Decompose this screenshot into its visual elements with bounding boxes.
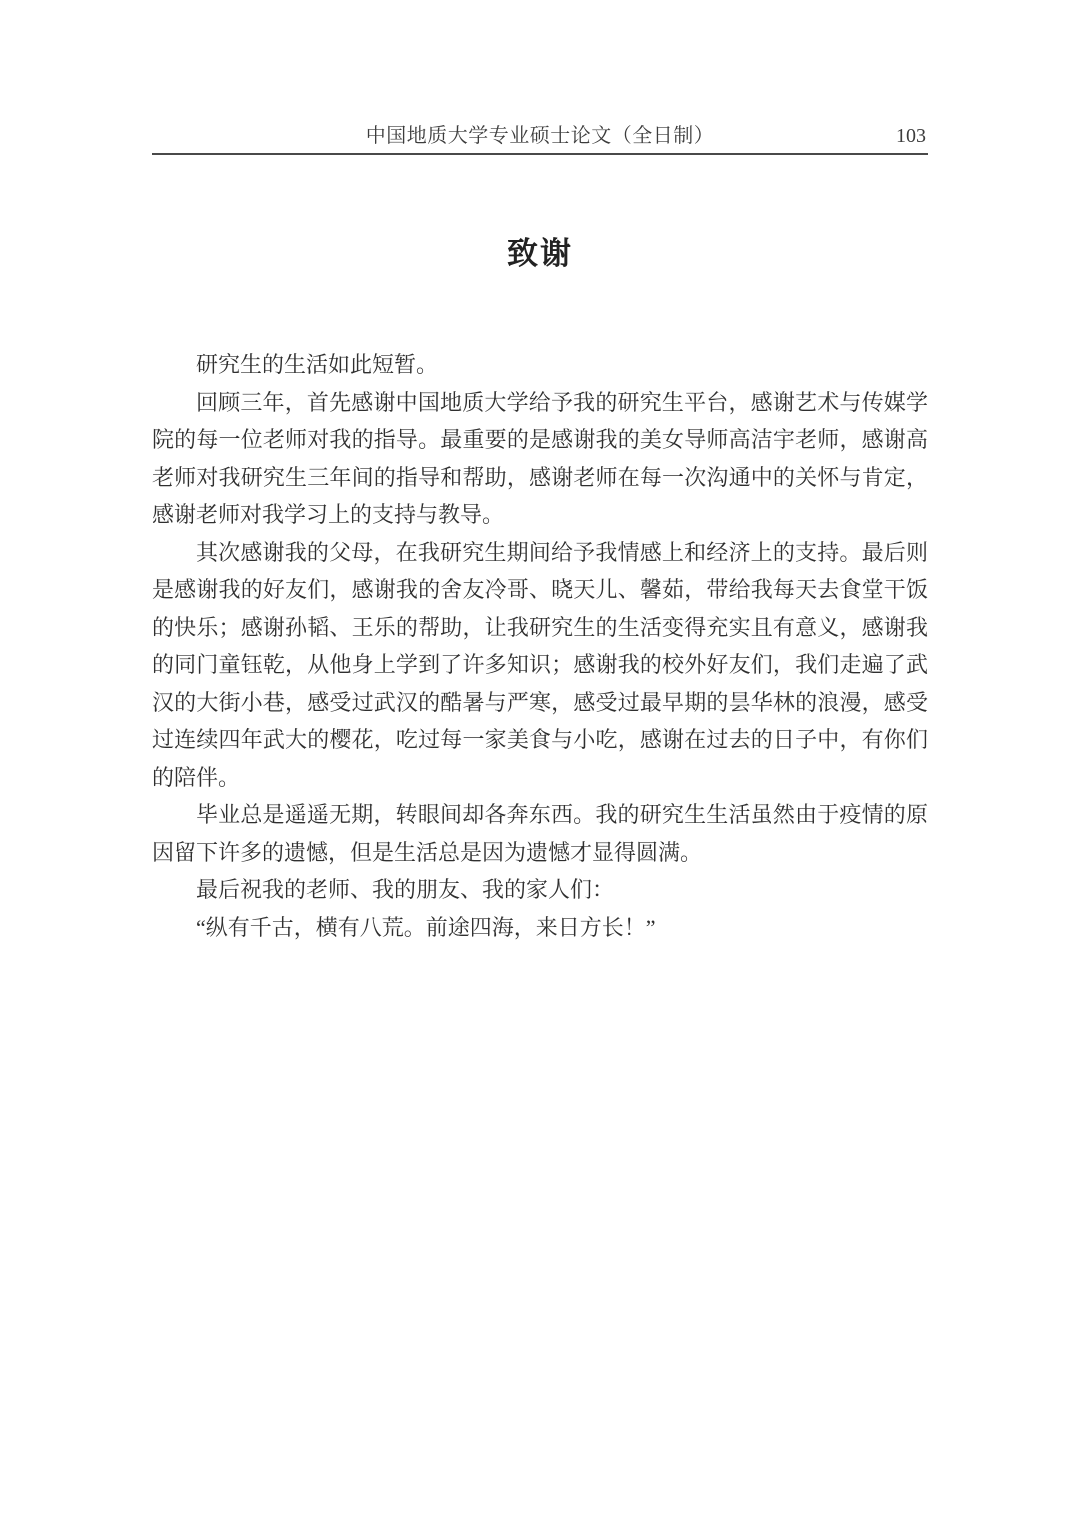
section-title: 致谢 — [507, 236, 573, 271]
acknowledgments-body — [152, 346, 928, 946]
page-header — [152, 0, 928, 153]
paragraph-2: 回顾三年，首先感谢中国地质大学给予我的研究生平台，感谢艺术与传媒学院的每一位老师对我的指导。最重要的是感谢我的美女导师高洁宇老师，感谢高老师对我研究生三年间的指导和帮助，感谢老师在每一次沟通中的关怀与肯定，感谢老师对我学习上的支持与教导。 — [152, 389, 928, 527]
page-number: 103 — [896, 125, 926, 147]
paragraph-4: 毕业总是遥遥无期，转眼间却各奔东西。我的研究生生活虽然由于疫情的原因留下许多的遗憾，但是生活总是因为遗憾才显得圆满。 — [152, 802, 928, 865]
running-header-title: 中国地质大学专业硕士论文（全日制） — [365, 125, 715, 147]
paragraph-6: “纵有千古，横有八荒。前途四海，来日方长！” — [196, 914, 656, 940]
paragraph-1: 研究生的生活如此短暂。 — [196, 352, 439, 377]
paragraph-5: 最后祝我的老师、我的朋友、我的家人们： — [196, 877, 615, 902]
header-divider — [152, 153, 928, 155]
paragraph-3: 其次感谢我的父母，在我研究生期间给予我情感上和经济上的支持。最后则是感谢我的好友们，感谢我的舍友冷哥、晓天儿、馨茹，带给我每天去食堂干饭的快乐；感谢孙韬、王乐的帮助，让我研究生的生活变得充实且有意义，感谢我的同门童钰乾，从他身上学到了许多知识；感谢我的校外好友们，我们走遍了武汉的大街小巷，感受过武汉的酷暑与严寒，感受过最早期的昙华林的浪漫，感受过连续四年武大的樱花，吃过每一家美食与小吃，感谢在过去的日子中，有你们的陪伴。 — [152, 539, 928, 790]
